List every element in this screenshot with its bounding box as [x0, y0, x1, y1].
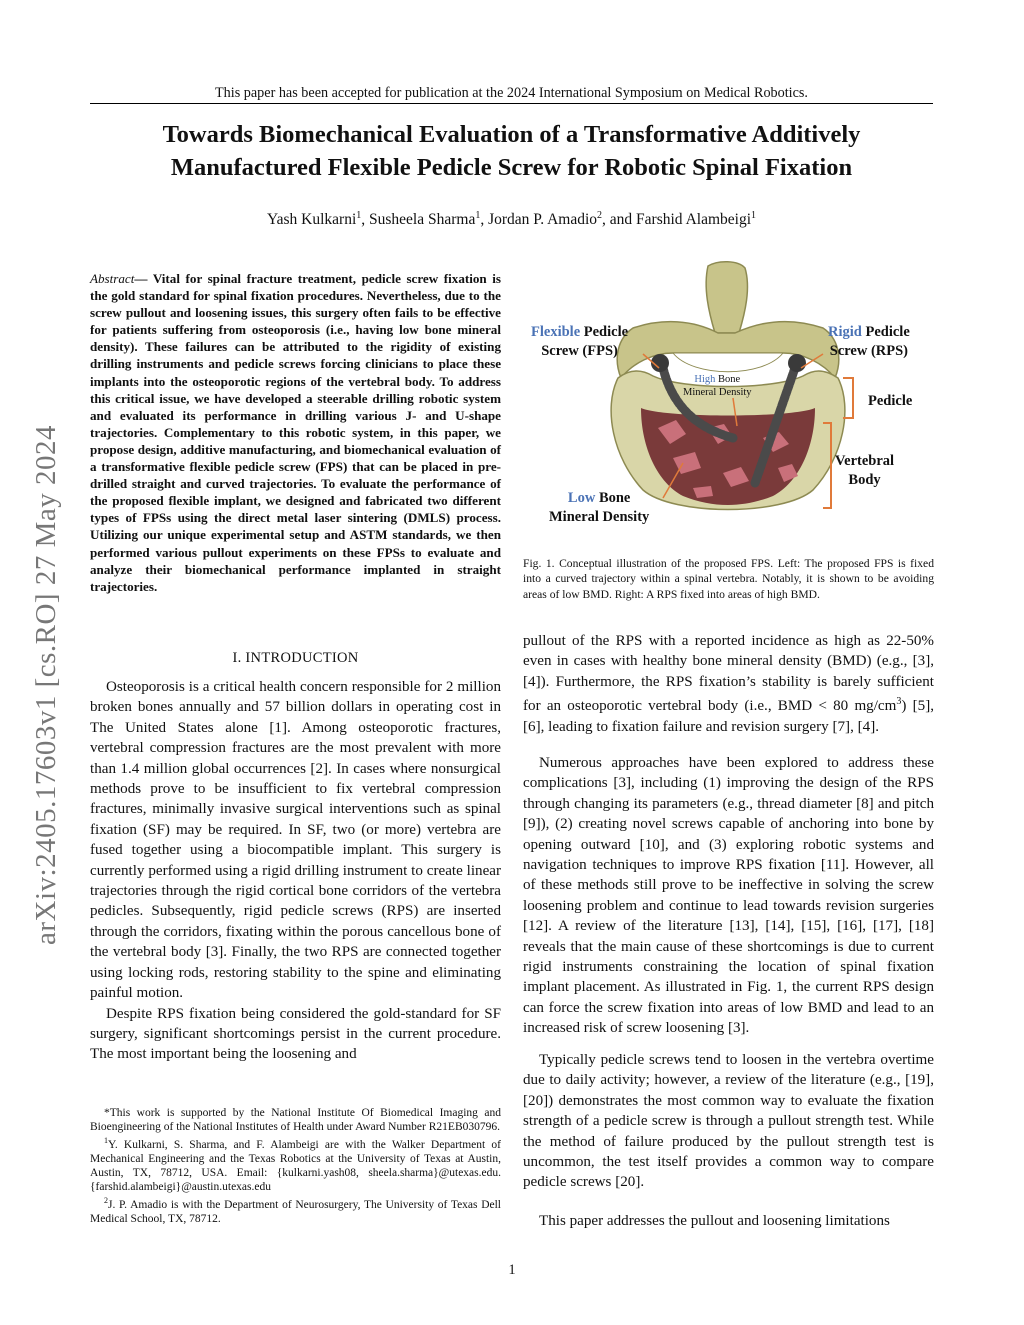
abstract-label: Abstract: [90, 271, 135, 286]
header-rule: [90, 103, 933, 104]
label-high-bmd-rest: Bone: [715, 374, 741, 385]
label-fps-line2: Screw (FPS): [541, 343, 618, 359]
footnote-affiliation-2: [90, 1194, 501, 1226]
label-rps-line2: Screw (RPS): [829, 343, 909, 359]
author-list: [90, 210, 933, 229]
label-vertebral-body: [835, 452, 894, 490]
label-high-bmd: [683, 373, 752, 399]
right-p1-text: pullout of the RPS with a reported incidence as high as 22-50% even in cases with healthy bone mineral density (BMD) (e.g., [3], [4]). Furthermore, the RPS fixation’s stability is barely sufficient for an osteoporotic vertebral body (i.e., BMD < 80 mg/cm: [523, 633, 934, 715]
author-sep: ,: [480, 211, 489, 229]
footnotes: [90, 1106, 501, 1226]
author-3-affil: 2: [597, 210, 603, 221]
label-low-bmd-line2: Mineral Density: [549, 509, 650, 525]
label-rps-rigid: Rigid: [828, 324, 862, 340]
author-1: Yash Kulkarni: [266, 211, 357, 229]
rigid-screw-head: [788, 354, 806, 372]
author-4: Farshid Alambeigi: [636, 211, 751, 229]
abstract-dash: —: [134, 271, 153, 286]
title-line-2: Manufactured Flexible Pedicle Screw for Robotic Spinal Fixation: [170, 154, 853, 181]
spinous-process: [706, 262, 747, 333]
label-rps-rest: Pedicle: [861, 324, 910, 340]
label-low-bmd: [549, 489, 649, 527]
author-2-affil: 1: [475, 210, 481, 221]
label-high-bmd-line2: Mineral Density: [683, 387, 752, 398]
footnote-affiliation-1: [90, 1134, 501, 1194]
paper-title: [90, 118, 933, 184]
spinal-canal: [673, 353, 783, 372]
author-3: Jordan P. Amadio: [488, 211, 598, 229]
figure-1-caption: Fig. 1. Conceptual illustration of the proposed FPS. Left: The proposed FPS is fixed into a curved trajectory within a spinal vertebra. Notably, it is shown to be avoiding areas of low BMD. Right: A RPS fixed into areas of high BMD.: [523, 557, 934, 601]
footnote-funding: *This work is supported by the National Institute Of Biomedical Imaging and Bioengineering of the National Institutes of Health under Award Number R21EB030796.: [90, 1107, 501, 1133]
author-1-affil: 1: [356, 210, 362, 221]
intro-paragraph-1: Osteoporosis is a critical health concern responsible for 2 million broken bones annually and 57 billion dollars in operating cost in The United States alone [1]. Among osteoporotic fractures, vertebral compression fractures are the most prevalent with more than 1.4 million global occurrences [2]. In cases where nonsurgical methods prove to be insufficient to fix vertebral compression fractures, minimally invasive surgical interventions such as spinal fixation (SF) may be required. In SF, two (or more) vertebra are fused together using a biocompatible implant. This surgery is currently performed using a rigid drilling instrument to create linear trajectories through the rigid cortical bone corridors of the vertebra pedicles. Subsequently, rigid pedicle screws (RPS) are inserted through the corridors, fixating within the porous cancellous bone of the vertebral body [3]. Finally, the two RPS are connected together using locking rods, restoring stability to the spine and eliminating painful motion.: [90, 679, 501, 1002]
right-p1-sup: 3: [896, 696, 902, 708]
abstract: [90, 270, 501, 595]
figure-1: [523, 258, 934, 548]
label-low-bmd-rest: Bone: [595, 490, 631, 506]
intro-paragraph-2: Despite RPS fixation being considered the gold-standard for SF surgery, significant shortcomings persist in the current procedure. The most important being the loosening and: [90, 1005, 501, 1063]
introduction-body: [90, 677, 501, 1065]
label-rps: [828, 323, 910, 361]
label-fps-rest: Pedicle: [580, 324, 629, 340]
author-sep: , and: [602, 211, 637, 229]
footnote-2-mark: 2: [104, 1195, 108, 1205]
author-2: Susheela Sharma: [369, 211, 476, 229]
footnote-1-text: Y. Kulkarni, S. Sharma, and F. Alambeigi are with the Walker Department of Mechanical Engineering and the Texas Robotics at the University of Texas at Austin, Austin, TX, 78712, USA. Email: {kulkarni.yash08, sheela.sharma}@utexas.edu. {farshid.alambeigi}@austin.utexas.edu: [90, 1138, 501, 1193]
right-paragraph-1: [523, 631, 934, 737]
label-low-bmd-low: Low: [567, 490, 596, 506]
label-fps: [531, 323, 628, 361]
page-number: 1: [508, 1262, 516, 1278]
right-p1-end: ) [5], [6], leading to fixation failure and revision surgery [7], [4].: [523, 698, 934, 735]
right-paragraph-4: This paper addresses the pullout and loosening limitations: [539, 1213, 890, 1229]
right-paragraph-3: Typically pedicle screws tend to loosen in the vertebra overtime due to daily activity; however, a review of the literature (e.g., [19], [20]) demonstrates the most common way to evaluate the fixation strength of a pedicle screw is through a pullout strength test. While the method of failure produced by the pullout strength test is uncommon, the test itself provides a common way to compare pedicle screws [20].: [523, 1052, 934, 1191]
author-4-affil: 1: [751, 210, 756, 221]
author-sep: ,: [361, 211, 370, 229]
label-high-bmd-high: High: [694, 374, 716, 385]
label-vertebral-line1: Vertebral: [835, 453, 895, 469]
section-heading-introduction: I. INTRODUCTION: [232, 650, 359, 666]
label-pedicle: Pedicle: [868, 393, 913, 409]
arxiv-stamp: arXiv:2405.17603v1 [cs.RO] 27 May 2024: [30, 424, 62, 945]
footnote-2-text: J. P. Amadio is with the Department of Neurosurgery, The University of Texas Dell Medical School, TX, 78712.: [90, 1198, 501, 1225]
label-vertebral-line2: Body: [848, 472, 881, 488]
footnote-1-mark: 1: [104, 1136, 108, 1145]
publication-notice: This paper has been accepted for publication at the 2024 International Symposium on Medical Robotics.: [215, 85, 808, 101]
label-fps-flexible: Flexible: [531, 324, 581, 340]
abstract-text: Vital for spinal fracture treatment, pedicle screw fixation is the gold standard for spinal fixation procedures. Nevertheless, due to the screw pullout and loosening issues, this surgery often fails to be effective for patients suffering from osteoporosis (i.e., having low bone mineral density). These failures can be attributed to the rigidity of existing drilling instruments and pedicle screws forcing clinicians to place these implants into the osteoporotic regions of the vertebral body. To address this critical issue, we have developed a steerable drilling robotic system and evaluated its performance in drilling various J- and U-shape trajectories. Complementary to this robotic system, in this paper, we propose design, additive manufacturing, and biomechanical evaluation of a transformative flexible pedicle screw (FPS) that can be placed in pre-drilled straight and curved trajectories. To evaluate the performance of the proposed flexible implant, we designed and fabricated two different types of FPSs using the direct metal laser sintering (DMLS) process. Utilizing our unique experimental setup and ASTM standards, we then performed various pullout experiments on these FPSs to evaluate and analyze their biomechanical performance implanted in straight trajectories.: [90, 271, 501, 594]
right-paragraph-2: Numerous approaches have been explored to address these complications [3], including (1) improving the design of the RPS through changing its parameters (e.g., thread diameter [8] and pitch [9]), (2) creating novel screws capable of anchoring into bone by opening outward [10], and (3) exploring robotic systems and navigation techniques to improve RPS fixation [11]. However, all of these methods still prove to be ineffective in solving the screw loosening problem and continue to lead towards revision surgeries [12]. A review of the literature [13], [14], [15], [16], [17], [18] reveals that the main cause of these shortcomings is due to current rigid instruments constraining the location of spinal fixation implant placement. As illustrated in Fig. 1, the current RPS design can force the screw fixation into areas of low BMD and lead to an increased risk of screw loosening [3].: [523, 755, 934, 1037]
title-line-1: Towards Biomechanical Evaluation of a Transformative Additively: [162, 121, 861, 148]
